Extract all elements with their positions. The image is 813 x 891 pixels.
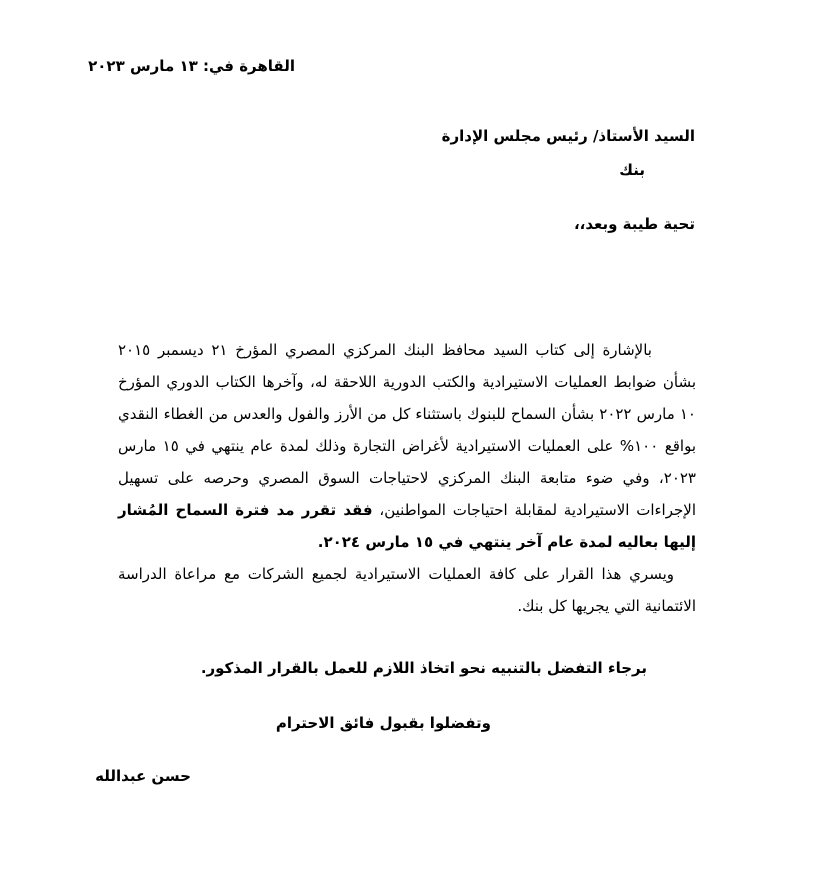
request-line: برجاء التفضل بالتنبيه نحو اتخاذ اللازم للعمل بالقرار المذكور. (200, 659, 647, 677)
body-paragraph-1-text: بالإشارة إلى كتاب السيد محافظ البنك المركزي المصري المؤرخ ٢١ ديسمبر ٢٠١٥ بشأن ضوابط العمليات الاستيرادية والكتب الدورية اللاحقة له، وآخرها الكتاب الدوري المؤرخ ١٠ مارس ٢٠٢٢ بشأن السماح للبنوك باستثناء كل من الأرز والفول والعدس من الغطاء النقدي بواقع ١٠٠% على العمليات الاستيرادية لأغراض التجارة وذلك لمدة عام ينتهي في ١٥ مارس ٢٠٢٣، وفي ضوء متابعة البنك المركزي لاحتياجات السوق المصري وحرصه على تسهيل الإجراءات الاستيرادية لمقابلة احتياجات المواطنين، (118, 341, 697, 519)
greeting: تحية طيبة وبعد،، (573, 215, 695, 233)
closing-line: وتفضلوا بقبول فائق الاحترام (275, 714, 491, 732)
signature-name: حسن عبدالله (95, 767, 191, 785)
letter-date: القاهرة في: ١٣ مارس ٢٠٢٣ (88, 57, 295, 75)
addressee-title: السيد الأستاذ/ رئيس مجلس الإدارة (441, 127, 695, 145)
addressee-bank: بنك (619, 161, 645, 179)
letter-body (118, 334, 696, 622)
body-paragraph-2: ويسري هذا القرار على كافة العمليات الاستيرادية لجميع الشركات مع مراعاة الدراسة الائتمانية التي يجريها كل بنك. (118, 565, 696, 615)
body-paragraph-1-decision: فقد تقرر مد فترة السماح المُشار إليها بعاليه لمدة عام آخر ينتهي في ١٥ مارس ٢٠٢٤. (118, 501, 696, 551)
body-paragraph-1 (118, 334, 696, 558)
